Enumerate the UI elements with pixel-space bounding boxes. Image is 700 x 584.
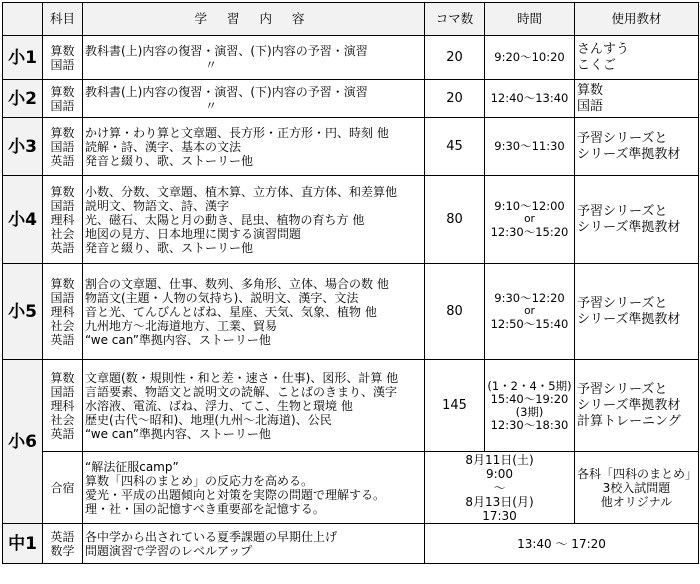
koma-cell: 80: [425, 264, 485, 360]
header-materials: 使用教材: [575, 3, 699, 36]
table-row: [3, 80, 699, 118]
materials-cell: 予習シリーズと シリーズ準拠教材: [575, 118, 699, 176]
materials-cell: さんすう こくご: [575, 36, 699, 80]
table-row: [3, 118, 699, 176]
table-row: [3, 36, 699, 80]
subject-cell: 算数 国語 理科 社会 英語: [43, 264, 83, 360]
materials-cell: 算数 国語: [575, 80, 699, 118]
subject-cell: 算数 国語: [43, 80, 83, 118]
table-row: [3, 176, 699, 264]
materials-cell: 各科「四科のまとめ」 3校入試問題 他オリジナル: [575, 452, 699, 524]
time-cell: 8月11日(土) 9:00 〜 8月13日(月) 17:30: [425, 452, 575, 524]
subject-cell: 英語 数学: [43, 524, 83, 564]
time-cell: (1・2・4・5期) 15:40〜19:20 (3期) 12:30〜18:30: [485, 360, 575, 452]
grade-label: 中1: [3, 524, 43, 564]
koma-cell: 20: [425, 80, 485, 118]
table-row: [3, 452, 699, 524]
grade-label: 小2: [3, 80, 43, 118]
grade-label: 小6: [3, 360, 43, 524]
table-row: [3, 264, 699, 360]
koma-cell: 145: [425, 360, 485, 452]
header-subject: 科目: [43, 3, 83, 36]
materials-cell: 予習シリーズと シリーズ準拠教材: [575, 176, 699, 264]
content-cell: 教科書(上)内容の復習・演習、(下)内容の予習・演習 〃: [83, 80, 425, 118]
table-row: [3, 524, 699, 564]
materials-cell: 予習シリーズと シリーズ準拠教材 計算トレーニング: [575, 360, 699, 452]
grade-label: 小5: [3, 264, 43, 360]
header-row: [3, 3, 699, 36]
table-row: [3, 360, 699, 452]
time-cell: 12:40〜13:40: [485, 80, 575, 118]
subject-cell: 合宿: [43, 452, 83, 524]
content-cell: “解法征服camp” 算数「四科のまとめ」の反応力を高める。 愛光・平成の出題傾向と対策を実際の問題で理解する。 理・社・国の記憶すべき重要部を記憶する。: [83, 452, 425, 524]
koma-cell: 45: [425, 118, 485, 176]
header-content: 学 習 内 容: [83, 3, 425, 36]
content-cell: 教科書(上)内容の復習・演習、(下)内容の予習・演習 〃: [83, 36, 425, 80]
grade-label: 小4: [3, 176, 43, 264]
content-cell: 文章題(数・規則性・和と差・速さ・仕事)、図形、計算 他 言語要素、物語文と説明文の読解、ことばのきまり、漢字 水溶液、電流、ばね、浮力、てこ、生物と環境 他 歴史(古代〜昭和)、地理(九州〜北海道)、公民 “we can”準拠内容、ストーリー他: [83, 360, 425, 452]
grade-label: 小3: [3, 118, 43, 176]
time-cell: 9:20〜10:20: [485, 36, 575, 80]
time-cell: 13:40 〜 17:20: [425, 524, 699, 564]
koma-cell: 20: [425, 36, 485, 80]
grade-label: 小1: [3, 36, 43, 80]
materials-cell: 予習シリーズと シリーズ準拠教材: [575, 264, 699, 360]
content-cell: 小数、分数、文章題、植木算、立方体、直方体、和差算他 説明文、物語文、詩、漢字 光、磁石、太陽と月の動き、昆虫、植物の育ち方 他 地図の見方、日本地理に関する演習問題 発音と綴り、歌、ストーリー他: [83, 176, 425, 264]
header-koma: コマ数: [425, 3, 485, 36]
content-cell: 各中学から出されている夏季課題の早期仕上げ 問題演習で学習のレベルアップ: [83, 524, 425, 564]
subject-cell: 算数 国語: [43, 36, 83, 80]
subject-cell: 算数 国語 英語: [43, 118, 83, 176]
time-cell: 9:30〜12:20 or 12:50〜15:40: [485, 264, 575, 360]
content-cell: かけ算・わり算と文章題、長方形・正方形・円、時刻 他 読解・詩、漢字、基本の文法 発音と綴り、歌、ストーリー他: [83, 118, 425, 176]
time-cell: 9:10〜12:00 or 12:30〜15:20: [485, 176, 575, 264]
header-time: 時間: [485, 3, 575, 36]
header-grade: [3, 3, 43, 36]
time-cell: 9:30〜11:30: [485, 118, 575, 176]
content-cell: 割合の文章題、仕事、数列、多角形、立体、場合の数 他 物語文(主題・人物の気持ち)、説明文、漢字、文法 音と光、てんびんとばね、星座、天気、気象、植物 他 九州地方〜北海道地方、工業、貿易 “we can”準拠内容、ストーリー他: [83, 264, 425, 360]
koma-cell: 80: [425, 176, 485, 264]
schedule-table: [2, 2, 699, 564]
subject-cell: 算数 国語 理科 社会 英語: [43, 360, 83, 452]
subject-cell: 算数 国語 理科 社会 英語: [43, 176, 83, 264]
